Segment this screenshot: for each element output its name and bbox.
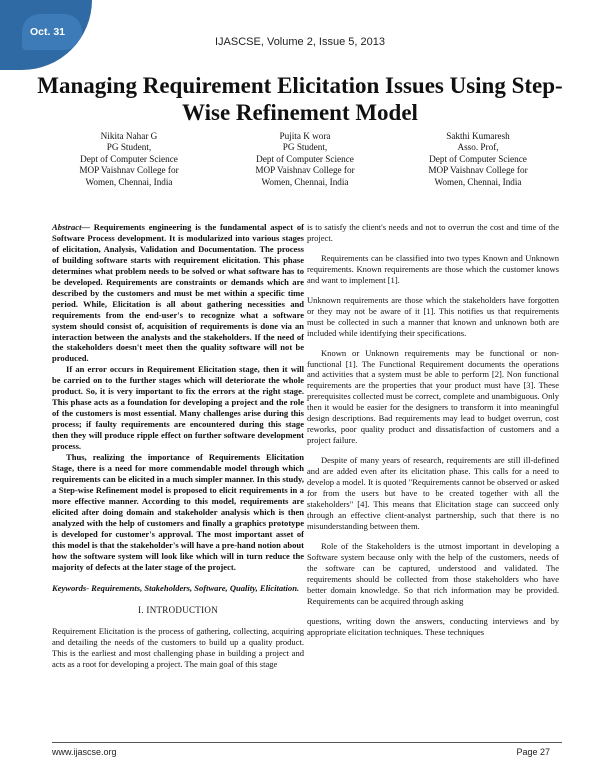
body-paragraph-6: Role of the Stakeholders is the utmost important in developing a Software system because only with the help of the customers, needs of the software can be captured, understood and validated. The requirements should be collected from those stakeholders who have better domain knowledge. So that rich information may be provided. Requirements can be acquired through asking	[307, 540, 559, 606]
footer-page-number: Page 27	[516, 747, 550, 757]
author-1	[44, 131, 214, 188]
author-place: Women, Chennai, India	[85, 176, 173, 187]
intro-paragraph-1: Requirement Elicitation is the process of gathering, collecting, acquiring and detailing the needs of the customers to build up a quality product. This is the earliest and most challenging phase in building a project and acts as a root for developing a project. The main goal of this stage	[52, 626, 304, 670]
author-name: Nikita Nahar G	[100, 131, 158, 141]
footer-url: www.ijascse.org	[52, 747, 117, 757]
abstract-text: Requirements engineering is the fundamental aspect of Software Process development. It is modularized into various stages of elicitation, Analysis, Validation and Documentation. The process of building software starts with requirement elicitation. This phase determines what problem needs to be solved or what software has to be developed. Requirements are constraints or demands which are described by the customers and must be met within a specific time period. While, Elicitation is all about gathering necessities and requirements from the end-user's to recognize what a software system should consist of, acquisition of requirements is done via an interaction between the analysts and the stakeholders. If the need of the stakeholders doesn't meet then the quality software will not be produced.	[52, 222, 304, 364]
author-role: PG Student,	[106, 142, 152, 153]
keywords: Keywords- Requirements, Stakeholders, Software, Quality, Elicitation.	[52, 582, 300, 593]
journal-header: IJASCSE, Volume 2, Issue 5, 2013	[215, 36, 385, 48]
author-college: MOP Vaishnav College for	[79, 165, 179, 176]
left-column	[52, 222, 304, 670]
author-dept: Dept of Computer Science	[80, 153, 178, 164]
author-role: PG Student,	[282, 142, 328, 153]
date-tab-label: Oct. 31	[30, 26, 66, 38]
author-3	[393, 131, 563, 188]
abstract-paragraph-2: If an error occurs in Requirement Elicitation stage, then it will be carried on to the further stages which will deteriorate the whole product. So, it is very important to fix the errors at the right stage. This phase acts as a foundation for developing a project and the role of the customers is most essential. Many challenges arise during this process; if faulty requirements are encountered during this stage then they will produce ripple effect on further software development process.	[52, 364, 304, 452]
author-dept: Dept of Computer Science	[429, 153, 527, 164]
section-heading-introduction: I. INTRODUCTION	[138, 605, 218, 616]
body-paragraph-5: Despite of many years of research, requirements are still ill-defined and are added even after its elicitation phase. This calls for a need to develop a model. It is quoted "Requirements cannot be observed or asked for from the users but have to be created together with all the stakeholders" [4]. This means that Elicitation stage can succeed only through an effective client-analyst partnership, such that there is no misunderstanding between them.	[307, 455, 559, 531]
date-tab	[0, 0, 92, 70]
author-place: Women, Chennai, India	[261, 176, 349, 187]
body-paragraph-7: questions, writing down the answers, conducting interviews and by appropriate elicitation techniques. These techniques	[307, 615, 559, 637]
author-role: Asso. Prof,	[457, 142, 499, 153]
abstract-paragraph-1	[52, 222, 304, 364]
author-2	[220, 131, 390, 188]
body-paragraph-2: Requirements can be classified into two types Known and Unknown requirements. Known requirements are those which the customer knows and want to implement [1].	[307, 252, 559, 285]
author-block	[38, 131, 562, 191]
paper-title: Managing Requirement Elicitation Issues Using Step-Wise Refinement Model	[37, 73, 563, 125]
author-college: MOP Vaishnav College for	[428, 165, 528, 176]
author-place: Women, Chennai, India	[434, 176, 522, 187]
author-college: MOP Vaishnav College for	[255, 165, 355, 176]
abstract-paragraph-3: Thus, realizing the importance of Requirements Elicitation Stage, there is a need for more commendable model through which requirements can be elicited in a much simpler manner. In this study, a Step-wise Refinement model is proposed to elicit requirements in a more effective manner. According to this model, requirements are elicited after doing domain and stakeholder analysis which is then analyzed with the help of customers and finally a graphics prototype is developed for customer's approval. The most important asset of this model is that the stakeholder's will have a pre-hand notion about how the software system will look like which will in turn reduce the majority of defects at the later stage of the project.	[52, 452, 304, 572]
author-dept: Dept of Computer Science	[256, 153, 354, 164]
right-column	[307, 222, 559, 637]
author-name: Sakthi Kumaresh	[446, 131, 510, 141]
author-name: Pujita K wora	[279, 131, 331, 141]
body-paragraph-4: Known or Unknown requirements may be functional or non-functional [1]. The Functional Requirement documents the operations and activities that a system must be able to perform [2]. Non functional requirements are the properties that your product must have [3]. These prerequisites collected must be correct, complete and unambiguous. Only then it would be easier for the designers to transform it into meaningful design descriptions. Bad requirements may lead to budget overrun, cost reworks, poor quality product and dissatisfaction of customers and a project failure.	[307, 347, 559, 446]
abstract-lead: Abstract—	[52, 222, 90, 232]
footer-divider	[52, 742, 562, 743]
body-paragraph-1: is to satisfy the client's needs and not to overrun the cost and time of the project.	[307, 222, 559, 243]
body-paragraph-3: Unknown requirements are those which the stakeholders have forgotten or they may not be aware of it [1]. This notifies us that requirements must be collected in such a manner that known and unknown both are included while identifying their specifications.	[307, 294, 559, 338]
